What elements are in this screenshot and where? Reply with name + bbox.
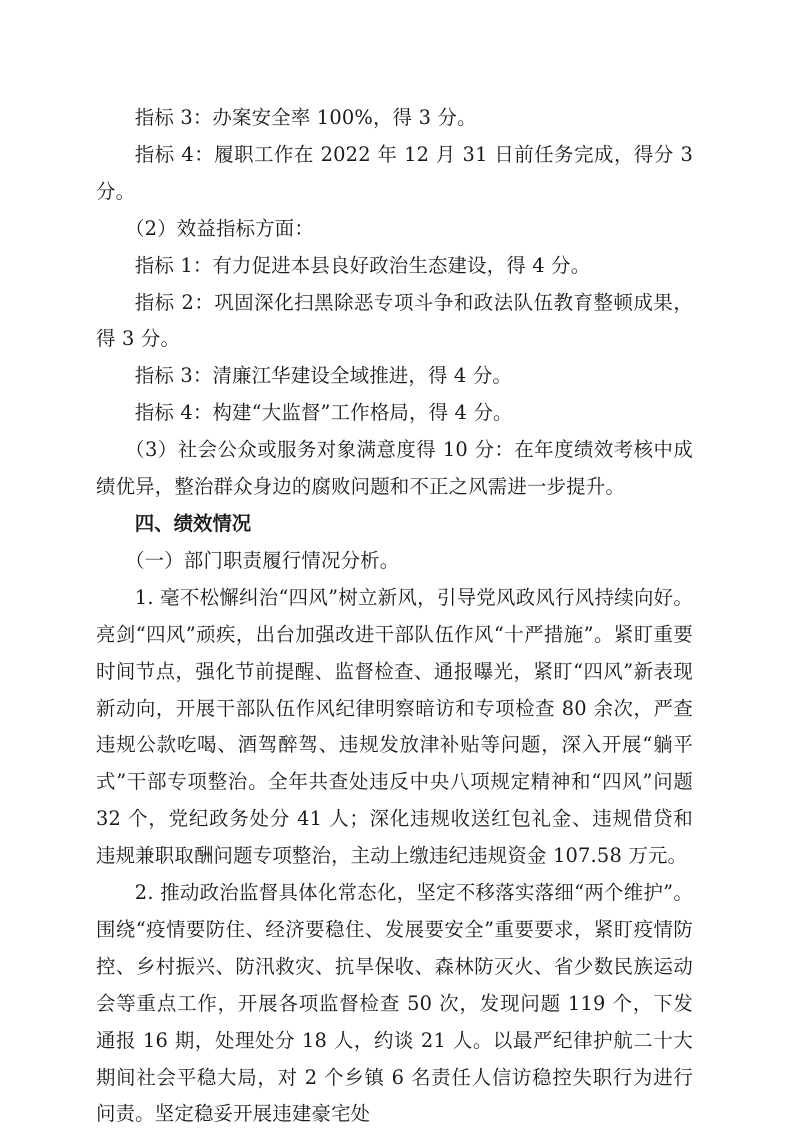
item-1-paragraph: 1. 毫不松懈纠治“四风”树立新风，引导党风政风行风持续向好。亮剑“四风”顽疾，出台加强改进干部队伍作风“十严措施”。紧盯重要时间节点，强化节前提醒、监督检查、通报曝光，紧盯“四风”新表现新动向，开展干部队伍作风纪律明察暗访和专项检查 80 余次，严查违规公款吃喝、酒驾醉驾、违规发放津补贴等问题，深入开展“躺平式”干部专项整治。全年共查处违反中央八项规定精神和“四风”问题 32 个，党纪政务处分 41 人；深化违规收送红包礼金、违规借贷和违规兼职取酬问题专项整治，主动上缴违纪违规资金 107.58 万元。 (96, 585, 693, 868)
benefit-indicators-subheading: （2）效益指标方面： (125, 216, 314, 240)
satisfaction-paragraph: （3）社会公众或服务对象满意度得 10 分：在年度绩效考核中成绩优异，整治群众身边的腐败问题和不正之风需进一步提升。 (96, 438, 693, 499)
benefit-indicator-3-paragraph: 指标 3：清廉江华建设全域推进，得 4 分。 (134, 364, 513, 388)
indicator-3-paragraph: 指标 3：办案安全率 100%，得 3 分。 (134, 106, 477, 129)
duty-analysis-subheading: （一）部门职责履行情况分析。 (125, 548, 400, 572)
benefit-indicator-4-paragraph: 指标 4：构建“大监督”工作格局，得 4 分。 (134, 401, 513, 425)
document-page (96, 100, 693, 1133)
indicator-4-paragraph: 指标 4：履职工作在 2022 年 12 月 31 日前任务完成，得分 3 分。 (96, 142, 693, 203)
item-2-paragraph: 2. 推动政治监督具体化常态化，坚定不移落实落细“两个维护”。围绕“疫情要防住、经济要稳住、发展要安全”重要要求，紧盯疫情防控、乡村振兴、防汛救灾、抗旱保收、森林防灭火、省少数民族运动会等重点工作，开展各项监督检查 50 次，发现问题 119 个，下发通报 16 期，处理处分 18 人，约谈 21 人。以最严纪律护航二十大期间社会平稳大局，对 2 个乡镇 6 名责任人信访稳控失职行为进行问责。坚定稳妥开展违建豪宅处 (96, 881, 693, 1126)
section-heading-performance: 四、绩效情况 (134, 511, 252, 535)
benefit-indicator-1-paragraph: 指标 1：有力促进本县良好政治生态建设，得 4 分。 (134, 253, 591, 277)
benefit-indicator-2-paragraph: 指标 2：巩固深化扫黑除恶专项斗争和政法队伍教育整顿成果，得 3 分。 (96, 290, 693, 351)
